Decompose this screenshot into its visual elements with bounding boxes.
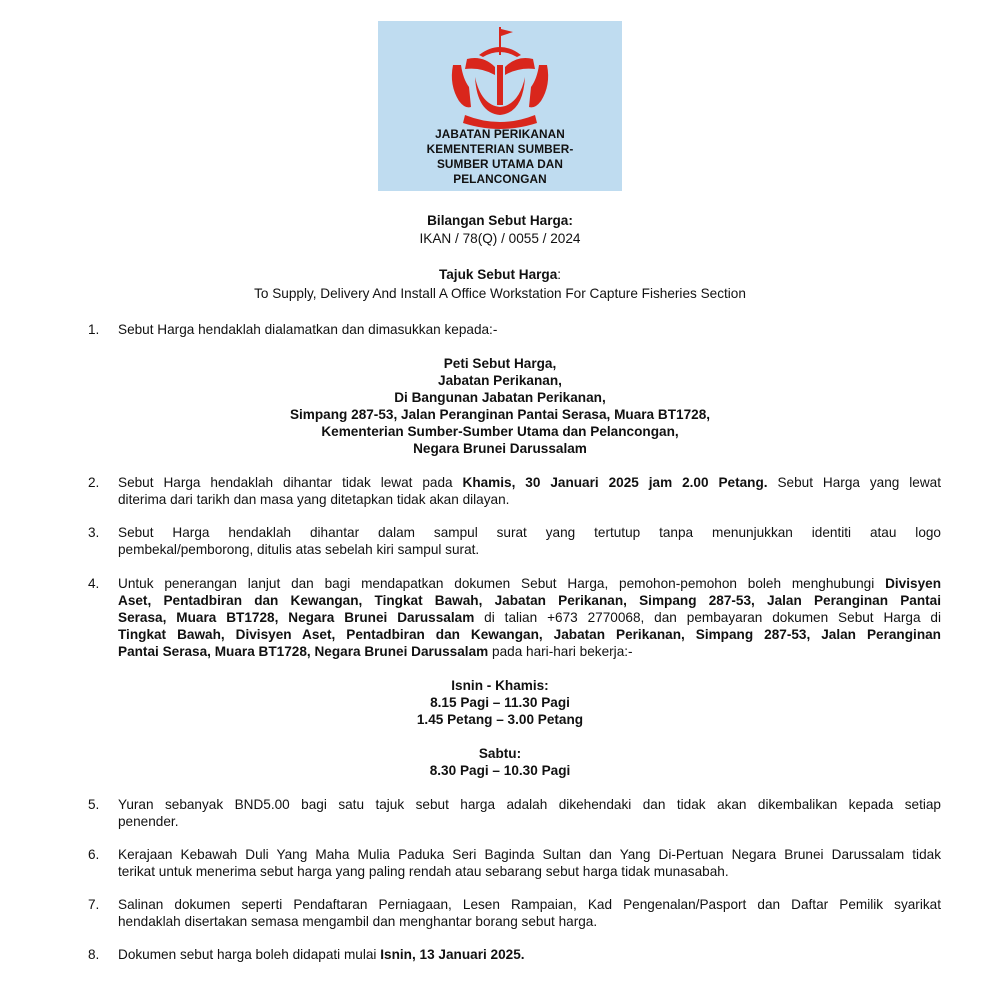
item-7-text [118,896,941,930]
department-name [378,127,622,187]
item-4-text [118,575,941,660]
weekday-hours-2: 1.45 Petang – 3.00 Petang [416,712,584,727]
address-line: Kementerian Sumber-Sumber Utama dan Pelancongan, [321,424,679,439]
item-3-text [118,524,941,558]
availability-date: Isnin, 13 Januari 2025. [380,947,525,962]
item-number: 1. [88,322,100,337]
logo-line: PELANCONGAN [453,172,547,186]
address-line: Peti Sebut Harga, [443,356,557,371]
item-3-line-1: Sebut Harga hendaklah dihantar dalam sampul surat yang tertutup tanpa menunjukkan identiti atau logo [118,525,941,540]
reference-label: Bilangan Sebut Harga: [427,213,573,228]
logo-line: JABATAN PERIKANAN [435,127,565,141]
logo-line: SUMBER UTAMA DAN [436,157,564,171]
item-2-line-1 [118,474,941,491]
item-6-line-1: Kerajaan Kebawah Duli Yang Maha Mulia Paduka Seri Baginda Sultan dan Yang Di-Pertuan Negara Brunei Darussalam tidak [118,847,941,862]
text-run: di talian +673 2770068, dan pembayaran dokumen Sebut Harga di [474,610,941,625]
item-number: 2. [88,475,100,490]
saturday-label: Sabtu: [478,746,522,761]
text-run-bold: Serasa, Muara BT1728, Negara Brunei Darussalam [118,610,475,625]
item-1-line: Sebut Harga hendaklah dialamatkan dan dimasukkan kepada:- [118,322,498,337]
item-6-text [118,846,941,880]
address-line: Jabatan Perikanan, [438,373,562,388]
address-line: Di Bangunan Jabatan Perikanan, [394,390,606,405]
item-7-line-2: hendaklah disertakan semasa mengambil dan menghantar borang sebut harga. [118,914,598,929]
text-run-bold: Pantai Serasa, Muara BT1728, Negara Brunei Darussalam [118,644,489,659]
item-number: 6. [88,847,100,862]
address-line: Simpang 287-53, Jalan Peranginan Pantai Serasa, Muara BT1728, [289,407,711,422]
weekday-label: Isnin - Khamis: [451,678,549,693]
item-2-text [118,474,941,508]
item-number: 8. [88,947,100,962]
item-4-line [118,643,941,660]
item-3-line-2: pembekal/pemborong, ditulis atas sebelah kiri sampul surat. [118,542,480,557]
text-run: Sebut Harga hendaklah dihantar tidak lewat pada [118,475,463,490]
item-8-text [118,946,941,963]
item-4-line [118,575,941,592]
item-5-line-1: Yuran sebanyak BND5.00 bagi satu tajuk sebut harga adalah dikehendaki dan tidak akan dikembalikan kepada setiap [118,797,941,812]
item-8-line [118,946,941,963]
title-colon: : [557,267,562,282]
text-run: Dokumen sebut harga boleh didapati mulai [118,947,381,962]
item-4-line [118,609,941,626]
item-number: 5. [88,797,100,812]
item-4-line: Aset, Pentadbiran dan Kewangan, Tingkat Bawah, Jabatan Perikanan, Simpang 287-53, Jalan Peranginan Pantai [118,593,941,608]
item-7-line-1: Salinan dokumen seperti Pendaftaran Perniagaan, Lesen Rampaian, Kad Pengenalan/Pasport dan Daftar Pemilik syarikat [118,897,941,912]
weekday-hours-1: 8.15 Pagi – 11.30 Pagi [430,695,570,710]
reference-number: IKAN / 78(Q) / 0055 / 2024 [419,231,581,246]
item-6-line-2: terikat untuk menerima sebut harga yang paling rendah atau sebarang sebut harga tidak munasabah. [118,864,729,879]
item-number: 4. [88,576,100,591]
text-run: Sebut Harga yang lewat [767,475,941,490]
item-5-text [118,796,941,830]
address-line: Negara Brunei Darussalam [413,441,587,456]
quotation-title-label [0,266,1000,283]
title-label-text: Tajuk Sebut Harga [438,267,558,282]
text-run: pada hari-hari bekerja:- [488,644,633,659]
item-1-text [118,321,941,338]
item-5-line-2: penender. [118,814,179,829]
item-number: 7. [88,897,100,912]
text-run-bold: Divisyen [885,576,941,591]
text-run: Untuk penerangan lanjut dan bagi mendapatkan dokumen Sebut Harga, pemohon-pemohon boleh menghubungi [118,576,886,591]
brunei-crest-icon [445,25,555,133]
item-number: 3. [88,525,100,540]
department-logo [378,21,622,191]
saturday-hours: 8.30 Pagi – 10.30 Pagi [429,763,571,778]
quotation-title: To Supply, Delivery And Install A Office Workstation For Capture Fisheries Section [254,286,746,301]
deadline: Khamis, 30 Januari 2025 jam 2.00 Petang. [462,475,768,490]
item-4-line: Tingkat Bawah, Divisyen Aset, Pentadbiran dan Kewangan, Jabatan Perikanan, Simpang 287-53, Jalan Peranginan [118,627,941,642]
logo-line: KEMENTERIAN SUMBER- [426,142,574,156]
item-2-line-2: diterima dari tarikh dan masa yang ditetapkan tidak akan dilayan. [118,492,510,507]
